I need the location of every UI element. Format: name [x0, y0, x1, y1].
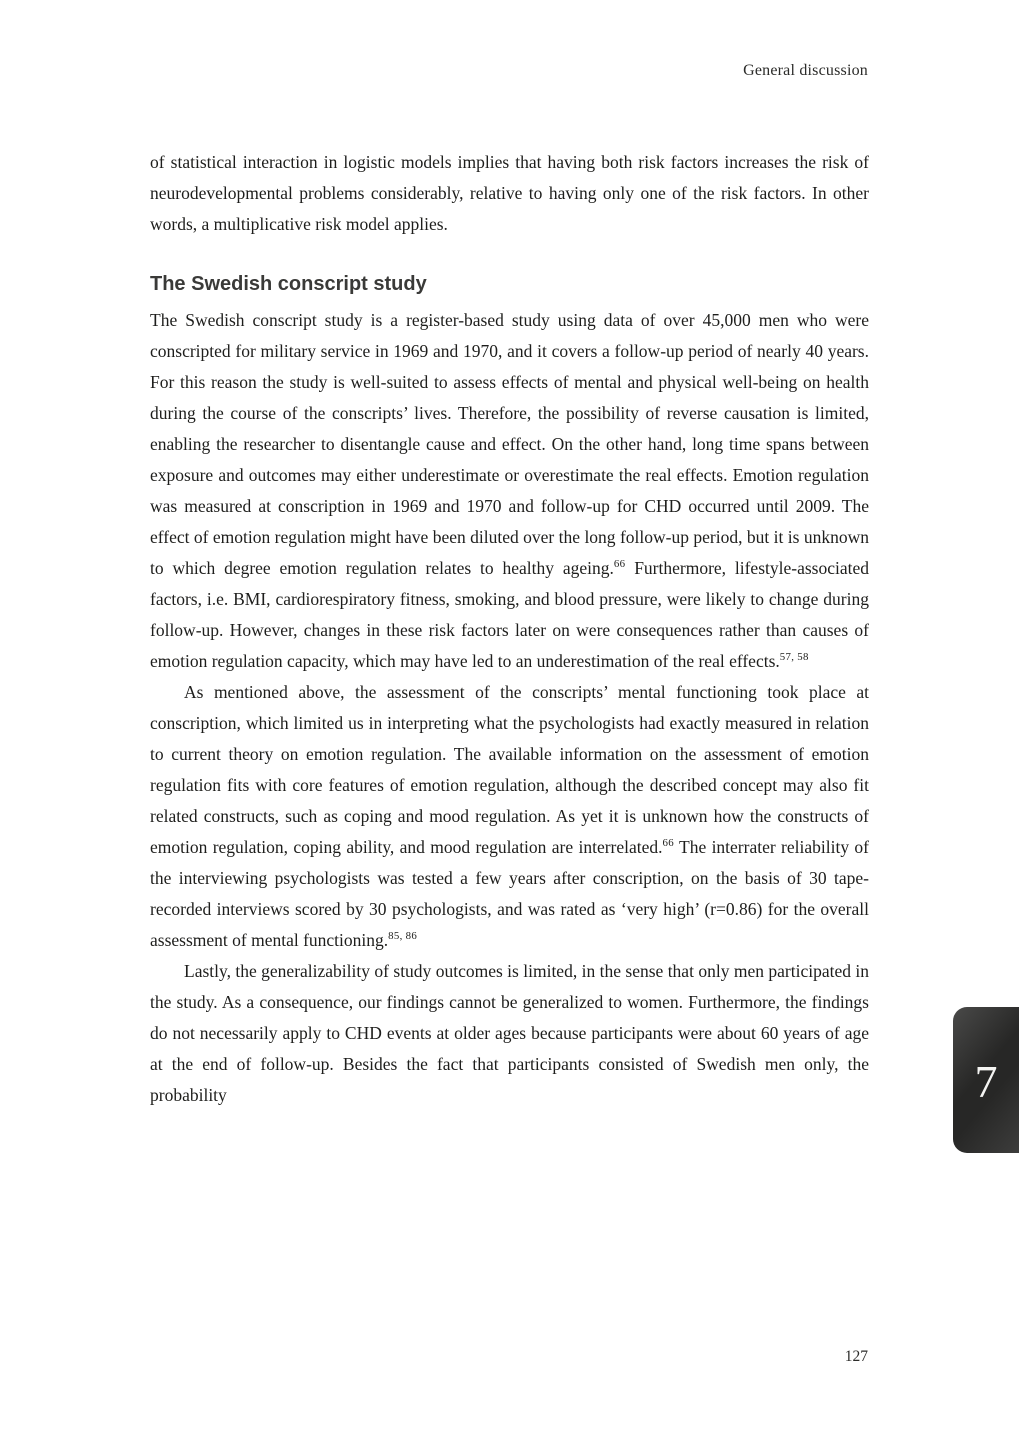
page-number: 127 [844, 1348, 868, 1365]
citation-ref: 66 [613, 558, 626, 571]
text-segment: The interrater reliability of the interviewing psychologists was tested a few years after conscription, on the basis of 30 tape-recorded interviews scored by 30 psychologists, and was rated as ‘very high’ (r=0.86) for the overall assessment of mental functioning. [150, 837, 869, 950]
text-segment: As mentioned above, the assessment of the conscripts’ mental functioning took place at conscription, which limited us in interpreting what the psychologists had exactly measured in relation to current theory on emotion regulation. The available information on the assessment of emotion regulation fits with core features of emotion regulation, although the described concept may also fit related constructs, such as coping and mood regulation. As yet it is unknown how the constructs of emotion regulation, coping ability, and mood regulation are interrelated. [150, 682, 869, 857]
paragraph-generalizability: Lastly, the generalizability of study outcomes is limited, in the sense that only men participated in the study. As a consequence, our findings cannot be generalized to women. Furthermore, the findings do not necessarily apply to CHD events at older ages because participants were about 60 years of age at the end of follow-up. Besides the fact that participants consisted of Swedish men only, the probability [150, 961, 869, 1105]
text-block [150, 147, 869, 1111]
paragraph-intro: of statistical interaction in logistic models implies that having both risk factors increases the risk of neurodevelopmental problems considerably, relative to having only one of the risk factors. In other words, a multiplicative risk model applies. [150, 152, 869, 234]
text-segment: The Swedish conscript study is a register-based study using data of over 45,000 men who were conscripted for military service in 1969 and 1970, and it covers a follow-up period of nearly 40 years. For this reason the study is well-suited to assess effects of mental and physical well-being on health during the course of the conscripts’ lives. Therefore, the possibility of reverse causation is limited, enabling the researcher to disentangle cause and effect. On the other hand, long time spans between exposure and outcomes may either underestimate or overestimate the real effects. Emotion regulation was measured at conscription in 1969 and 1970 and follow-up for CHD occurred until 2009. The effect of emotion regulation might have been diluted over the long follow-up period, but it is unknown to which degree emotion regulation relates to healthy ageing. [150, 310, 869, 578]
text-segment: Furthermore, lifestyle-associated factors, i.e. BMI, cardiorespiratory fitness, smoking, and blood pressure, were likely to change during follow-up. However, changes in these risk factors later on were consequences rather than causes of emotion regulation capacity, which may have led to an underestimation of the real effects. [150, 558, 869, 671]
section-heading: The Swedish conscript study [150, 273, 427, 295]
running-header: General discussion [743, 62, 868, 79]
paragraph-assessment [150, 677, 869, 956]
citation-ref: 66 [662, 837, 674, 850]
paragraph-conscript-study [150, 305, 869, 677]
citation-ref: 85, 86 [388, 930, 418, 943]
chapter-tab [953, 1007, 1019, 1153]
chapter-number: 7 [974, 1056, 998, 1107]
citation-ref: 57, 58 [779, 651, 809, 664]
